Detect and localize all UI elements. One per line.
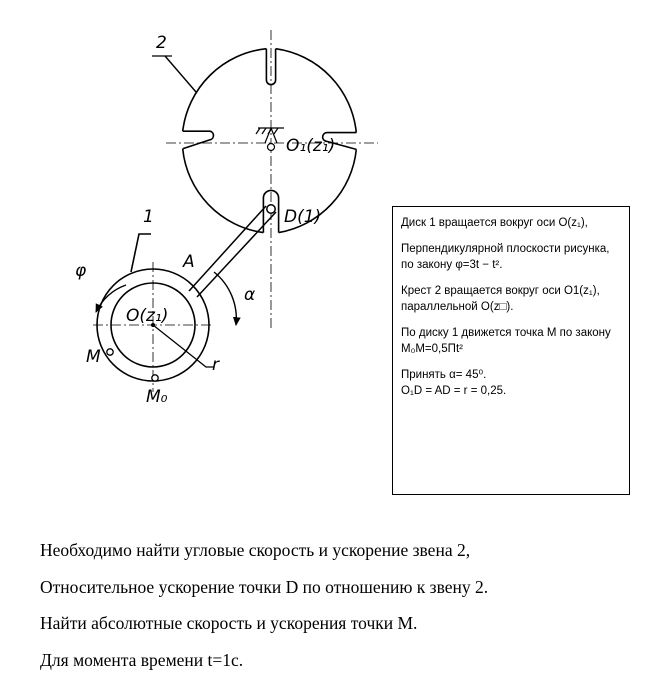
task-line-1: Необходимо найти угловые скорость и ускорение звена 2,: [40, 532, 640, 569]
alpha-arrow: [214, 272, 236, 325]
info-dimensions: O₁D = AD = r = 0,25.: [401, 383, 621, 399]
label-m: M: [86, 347, 101, 367]
label-alpha: α: [244, 285, 255, 305]
label-oz1: O(z₁): [126, 306, 168, 326]
task-line-3: Найти абсолютные скорость и ускорения точки M.: [40, 605, 640, 642]
info-disk-rotation: Диск 1 вращается вокруг оси O(z₁),: [401, 215, 621, 231]
disk-leader: [131, 234, 151, 272]
point-m0: [152, 375, 158, 381]
label-disk: 1: [143, 207, 154, 227]
joint-d: [267, 205, 275, 213]
label-phi: φ: [75, 261, 87, 281]
info-crest-rotation: Крест 2 вращается вокруг оси O1(z₁), параллельной O(z□).: [401, 283, 621, 315]
point-m: [107, 349, 113, 355]
task-text: [40, 532, 640, 678]
info-rotation-law: Перпендикулярной плоскости рисунка, по закону φ=3t − t².: [401, 241, 621, 273]
conditions-box: [392, 206, 630, 495]
label-o1z1: O₁(z₁): [286, 136, 335, 156]
label-m0: M₀: [146, 387, 168, 407]
task-line-2: Относительное ускорение точки D по отношению к звену 2.: [40, 569, 640, 606]
info-point-motion: По диску 1 движется точка M по закону M₀M=0,5Πt²: [401, 325, 621, 357]
label-crest: 2: [156, 33, 167, 53]
o1-support-icon: [256, 128, 284, 151]
label-r: r: [212, 355, 220, 375]
label-a: A: [182, 252, 195, 272]
crest-leader: [165, 56, 196, 92]
task-line-4: Для момента времени t=1c.: [40, 642, 640, 678]
crest-centerlines: [166, 30, 378, 330]
label-d: D(1): [284, 207, 321, 227]
info-alpha: Принять α= 45⁰.: [401, 367, 621, 383]
